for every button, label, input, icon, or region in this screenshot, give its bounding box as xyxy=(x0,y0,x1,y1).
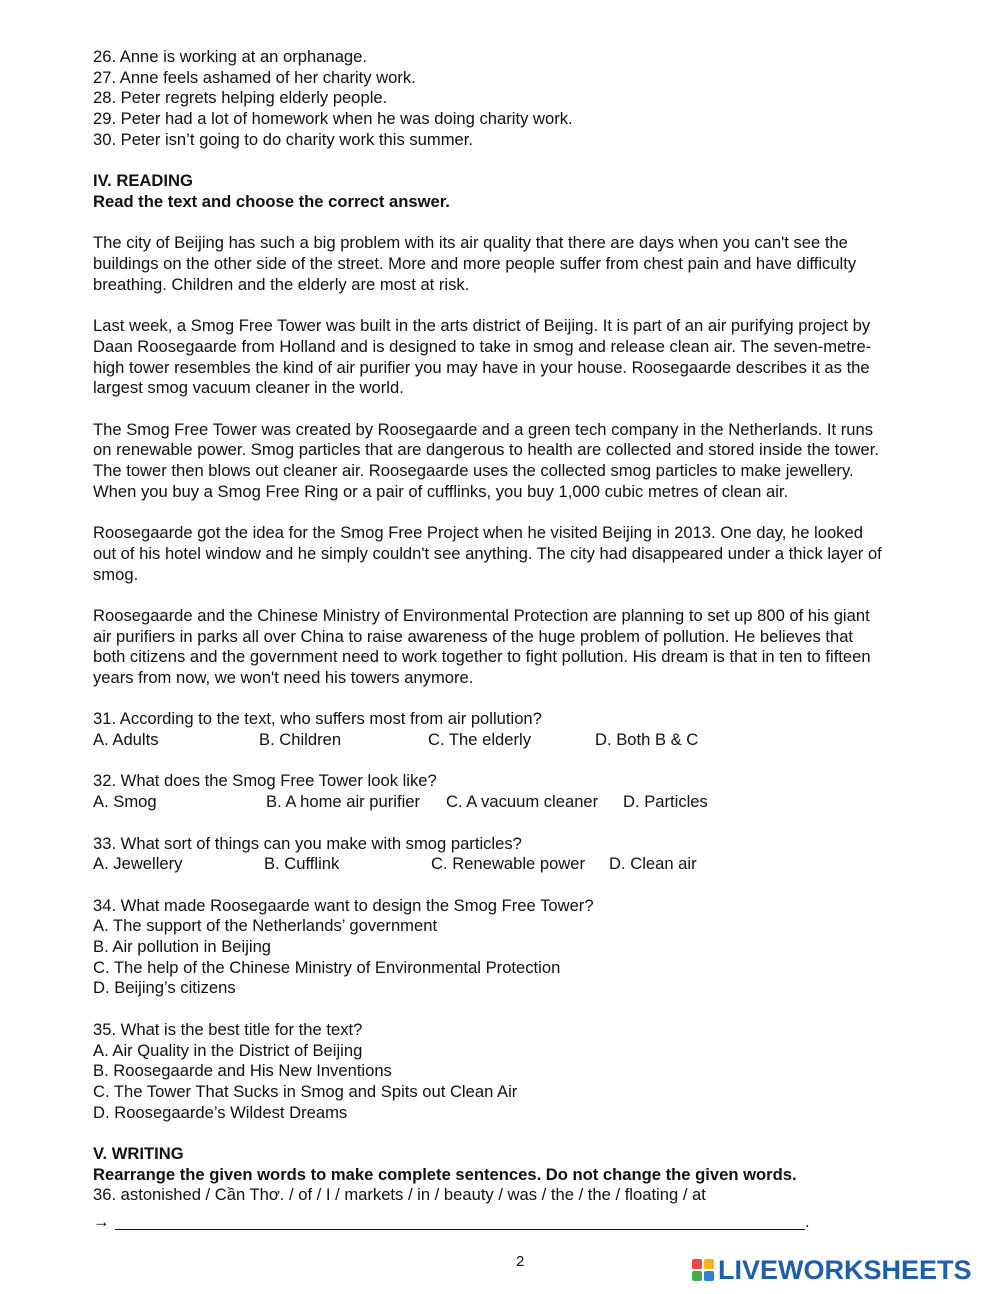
option-d[interactable]: D. Both B & C xyxy=(595,730,699,750)
option-d[interactable]: D. Clean air xyxy=(609,854,697,874)
option-b[interactable]: B. Air pollution in Beijing xyxy=(93,937,272,957)
question-text: 34. What made Roosegaarde want to design the Smog Free Tower? xyxy=(93,895,594,915)
option-c[interactable]: C. Renewable power xyxy=(431,854,586,874)
paragraph-line: The tower then blows out cleaner air. Roosegaarde uses the collected smog particles to make jewellery. xyxy=(93,461,854,480)
paragraph-line: both citizens and the government need to work together to fight pollution. His dream is that in ten to fifteen xyxy=(93,647,871,667)
paragraph-line: on renewable power. Smog particles that are dangerous to health are collected and stored inside the tower. xyxy=(93,440,879,460)
question-36: 36. astonished / Cần Thơ. / of / I / markets / in / beauty / was / the / the / floating / at xyxy=(93,1185,706,1205)
option-a[interactable]: A. Jewellery xyxy=(93,854,183,874)
logo-text: LIVEWORKSHEETS xyxy=(718,1255,972,1285)
answer-row-36 xyxy=(93,1212,963,1236)
page-number: 2 xyxy=(516,1253,525,1270)
option-a[interactable]: A. The support of the Netherlands’ government xyxy=(93,916,438,936)
tf-item-30: 30. Peter isn’t going to do charity work this summer. xyxy=(93,129,473,149)
tf-item-29: 29. Peter had a lot of homework when he was doing charity work. xyxy=(93,109,573,129)
question-35 xyxy=(93,1020,963,1124)
mark-square xyxy=(704,1271,714,1281)
reading-paragraph-4 xyxy=(93,523,963,585)
reading-heading: IV. READING xyxy=(93,171,193,191)
option-b[interactable]: B. Children xyxy=(259,730,342,750)
paragraph-line: The Smog Free Tower was created by Roosegaarde and a green tech company in the Netherlands. It runs xyxy=(93,419,874,439)
reading-paragraph-2 xyxy=(93,316,963,399)
paragraph-line: Roosegaarde got the idea for the Smog Free Project when he visited Beijing in 2013. One day, he looked xyxy=(93,523,863,543)
paragraph-line: out of his hotel window and he simply couldn't see anything. The city had disappeared under a thick layer of xyxy=(93,543,882,563)
worksheet-page xyxy=(93,47,963,1236)
arrow-icon: → xyxy=(93,1212,110,1232)
liveworksheets-mark-icon xyxy=(692,1259,714,1281)
options-row xyxy=(93,854,963,875)
paragraph-line: air purifiers in parks all over China to raise awareness of the huge problem of pollution. He believes that xyxy=(93,626,854,646)
paragraph-line: breathing. Children and the elderly are most at risk. xyxy=(93,274,470,294)
paragraph-line: high tower resembles the kind of air purifier you may have in your house. Roosegaarde describes it as the xyxy=(93,357,870,377)
option-b[interactable]: B. Cufflink xyxy=(264,854,340,874)
options-row xyxy=(93,792,963,813)
tf-item-28: 28. Peter regrets helping elderly people. xyxy=(93,88,388,108)
answer-end-mark: . xyxy=(805,1212,810,1232)
option-d[interactable]: D. Particles xyxy=(623,792,708,812)
question-31 xyxy=(93,709,963,750)
option-c[interactable]: C. A vacuum cleaner xyxy=(446,792,599,812)
question-text: 33. What sort of things can you make with smog particles? xyxy=(93,833,522,853)
answer-blank-36[interactable] xyxy=(115,1229,805,1230)
paragraph-line: years from now, we won't need his towers anymore. xyxy=(93,668,474,687)
paragraph-line: largest smog vacuum cleaner in the world. xyxy=(93,378,404,398)
option-c[interactable]: C. The help of the Chinese Ministry of Environmental Protection xyxy=(93,957,561,977)
paragraph-line: The city of Beijing has such a big problem with its air quality that there are days when you can't see the xyxy=(93,233,848,253)
option-b[interactable]: B. Roosegaarde and His New Inventions xyxy=(93,1061,392,1081)
mark-square xyxy=(692,1259,702,1269)
reading-paragraph-1 xyxy=(93,233,963,295)
mark-square xyxy=(704,1259,714,1269)
liveworksheets-logo[interactable] xyxy=(692,1256,972,1284)
tf-item-26: 26. Anne is working at an orphanage. xyxy=(93,47,367,66)
question-33 xyxy=(93,834,963,875)
question-32 xyxy=(93,771,963,812)
reading-paragraph-5 xyxy=(93,606,963,689)
question-34 xyxy=(93,896,963,1000)
reading-paragraph-3 xyxy=(93,420,963,503)
option-c[interactable]: C. The elderly xyxy=(428,730,531,750)
options-row xyxy=(93,730,963,751)
question-text: 32. What does the Smog Free Tower look like? xyxy=(93,771,437,791)
option-a[interactable]: A. Smog xyxy=(93,792,157,812)
option-a[interactable]: A. Adults xyxy=(93,730,159,750)
tf-item-27: 27. Anne feels ashamed of her charity work. xyxy=(93,67,416,87)
paragraph-line: Daan Roosegaarde from Holland and is designed to take in smog and release clean air. The seven-metre- xyxy=(93,336,872,356)
option-a[interactable]: A. Air Quality in the District of Beijing xyxy=(93,1040,363,1060)
paragraph-line: When you buy a Smog Free Ring or a pair of cufflinks, you buy 1,000 cubic metres of clean air. xyxy=(93,481,789,501)
option-d[interactable]: D. Beijing’s citizens xyxy=(93,978,236,998)
option-c[interactable]: C. The Tower That Sucks in Smog and Spits out Clean Air xyxy=(93,1081,518,1101)
option-d[interactable]: D. Roosegaarde’s Wildest Dreams xyxy=(93,1102,348,1122)
question-text: 35. What is the best title for the text? xyxy=(93,1019,363,1039)
mark-square xyxy=(692,1271,702,1281)
true-false-list xyxy=(93,47,963,151)
writing-heading: V. WRITING xyxy=(93,1144,184,1164)
reading-instruction: Read the text and choose the correct answer. xyxy=(93,191,450,211)
paragraph-line: buildings on the other side of the street. More and more people suffer from chest pain and have difficulty xyxy=(93,254,857,273)
question-text: 31. According to the text, who suffers most from air pollution? xyxy=(93,709,542,729)
writing-instruction: Rearrange the given words to make complete sentences. Do not change the given words. xyxy=(93,1164,797,1184)
paragraph-line: Roosegaarde and the Chinese Ministry of Environmental Protection are planning to set up 800 of his giant xyxy=(93,605,870,625)
option-b[interactable]: B. A home air purifier xyxy=(266,792,421,812)
paragraph-line: Last week, a Smog Free Tower was built in the arts district of Beijing. It is part of an air purifying project by xyxy=(93,316,871,336)
paragraph-line: smog. xyxy=(93,564,139,584)
